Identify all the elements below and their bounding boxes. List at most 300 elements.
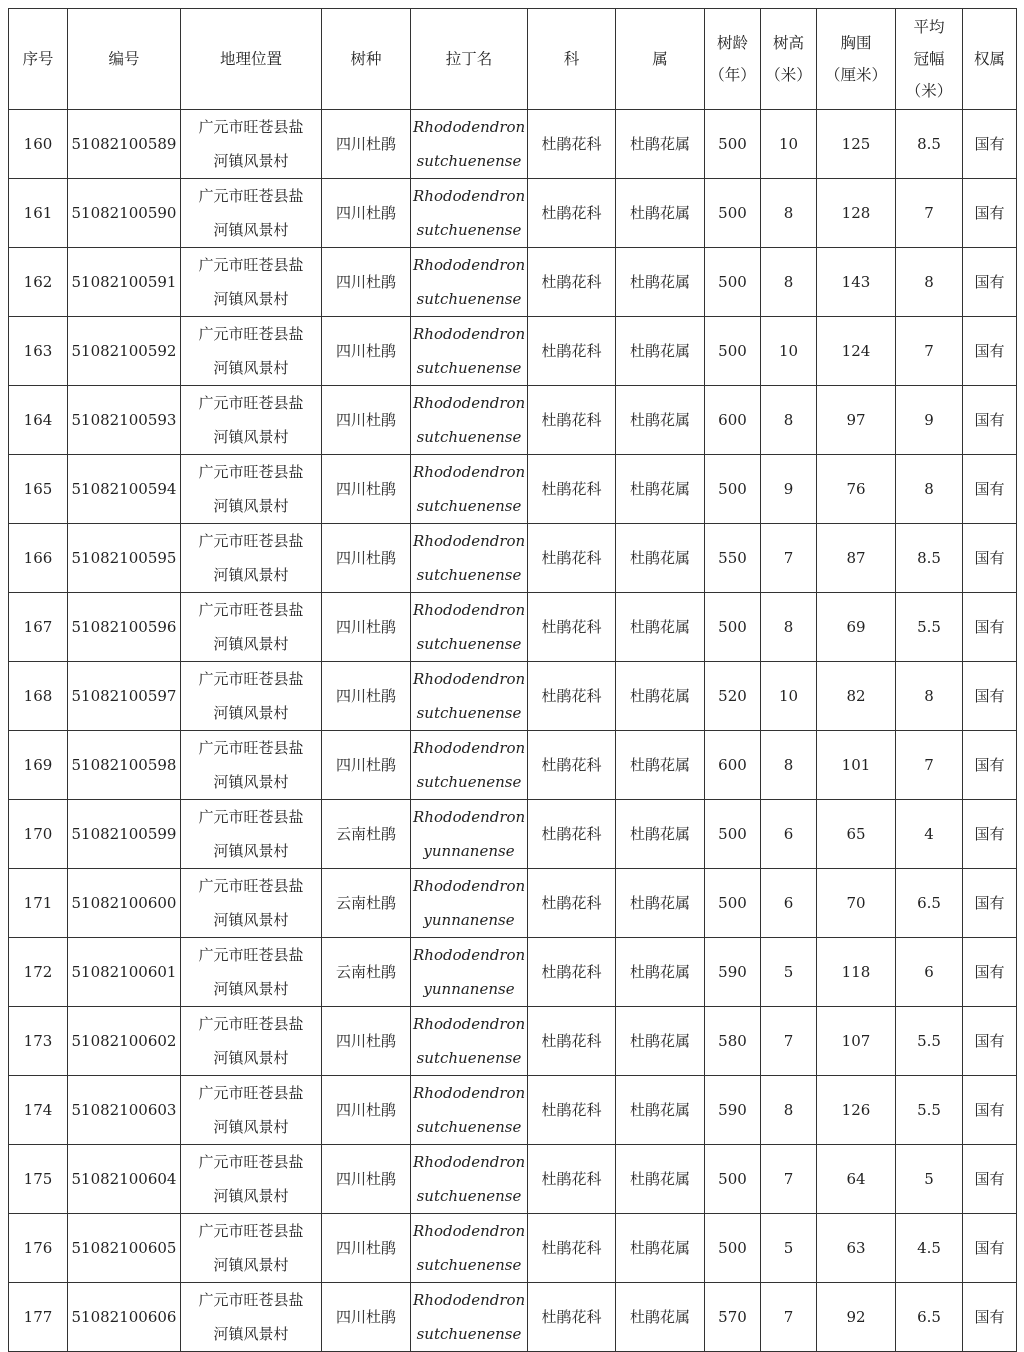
- column-header-text: （米）: [905, 82, 953, 100]
- ownership-cell: 国有: [963, 593, 1017, 662]
- ownership-cell: 国有: [963, 248, 1017, 317]
- column-header: [528, 9, 616, 110]
- family-cell: 杜鹃花科: [528, 524, 616, 593]
- genus-cell: 杜鹃花属: [616, 386, 705, 455]
- location-cell-line: 广元市旺苍县盐: [198, 739, 304, 757]
- genus-cell: 杜鹃花属: [616, 731, 705, 800]
- ownership-cell: 国有: [963, 662, 1017, 731]
- latin-name-cell-line: yunnanense: [423, 911, 515, 929]
- location-cell-line: 河镇风景村: [213, 1118, 289, 1136]
- location-cell-line: 河镇风景村: [213, 1049, 289, 1067]
- height-cell: 8: [761, 593, 817, 662]
- species-cell: 四川杜鹃: [322, 386, 411, 455]
- ownership-cell: 国有: [963, 524, 1017, 593]
- ownership-cell: 国有: [963, 110, 1017, 179]
- table-row: [9, 248, 1017, 317]
- species-cell: 四川杜鹃: [322, 1214, 411, 1283]
- table-row: [9, 1145, 1017, 1214]
- girth-cell: 101: [817, 731, 896, 800]
- crown-width-cell: 6.5: [896, 869, 963, 938]
- girth-cell: 82: [817, 662, 896, 731]
- crown-width-cell: 5.5: [896, 593, 963, 662]
- location-cell-line: 河镇风景村: [213, 1187, 289, 1205]
- family-cell: 杜鹃花科: [528, 455, 616, 524]
- species-cell: 四川杜鹃: [322, 179, 411, 248]
- tree-code-cell: 51082100600: [68, 869, 181, 938]
- location-cell: [181, 1007, 322, 1076]
- location-cell: [181, 938, 322, 1007]
- age-cell: 500: [705, 800, 761, 869]
- location-cell-line: 河镇风景村: [213, 1256, 289, 1274]
- table-row: [9, 1214, 1017, 1283]
- age-cell: 500: [705, 593, 761, 662]
- family-cell: 杜鹃花科: [528, 662, 616, 731]
- latin-name-cell-line: Rhododendron: [413, 877, 526, 895]
- column-header: [9, 9, 68, 110]
- family-cell: 杜鹃花科: [528, 731, 616, 800]
- tree-code-cell: 51082100591: [68, 248, 181, 317]
- species-cell: 四川杜鹃: [322, 248, 411, 317]
- serial-number-cell: 176: [9, 1214, 68, 1283]
- latin-name-cell: [411, 1007, 528, 1076]
- location-cell: [181, 662, 322, 731]
- age-cell: 500: [705, 110, 761, 179]
- family-cell: 杜鹃花科: [528, 248, 616, 317]
- location-cell: [181, 800, 322, 869]
- height-cell: 7: [761, 524, 817, 593]
- location-cell: [181, 317, 322, 386]
- genus-cell: 杜鹃花属: [616, 455, 705, 524]
- family-cell: 杜鹃花科: [528, 1283, 616, 1352]
- table-row: [9, 110, 1017, 179]
- latin-name-cell-line: Rhododendron: [413, 601, 526, 619]
- ownership-cell: 国有: [963, 455, 1017, 524]
- height-cell: 6: [761, 800, 817, 869]
- location-cell-line: 河镇风景村: [213, 842, 289, 860]
- location-cell-line: 广元市旺苍县盐: [198, 946, 304, 964]
- height-cell: 8: [761, 386, 817, 455]
- tree-code-cell: 51082100593: [68, 386, 181, 455]
- location-cell-line: 河镇风景村: [213, 290, 289, 308]
- location-cell: [181, 593, 322, 662]
- height-cell: 10: [761, 110, 817, 179]
- table-row: [9, 386, 1017, 455]
- serial-number-cell: 161: [9, 179, 68, 248]
- location-cell: [181, 1076, 322, 1145]
- latin-name-cell: [411, 731, 528, 800]
- location-cell-line: 广元市旺苍县盐: [198, 256, 304, 274]
- tree-code-cell: 51082100590: [68, 179, 181, 248]
- serial-number-cell: 175: [9, 1145, 68, 1214]
- serial-number-cell: 173: [9, 1007, 68, 1076]
- serial-number-cell: 164: [9, 386, 68, 455]
- age-cell: 580: [705, 1007, 761, 1076]
- height-cell: 8: [761, 179, 817, 248]
- latin-name-cell-line: Rhododendron: [413, 118, 526, 136]
- location-cell: [181, 110, 322, 179]
- latin-name-cell: [411, 1145, 528, 1214]
- genus-cell: 杜鹃花属: [616, 1283, 705, 1352]
- species-cell: 四川杜鹃: [322, 1145, 411, 1214]
- location-cell-line: 河镇风景村: [213, 1325, 289, 1343]
- latin-name-cell: [411, 248, 528, 317]
- table-row: [9, 317, 1017, 386]
- latin-name-cell-line: sutchuenense: [416, 704, 522, 722]
- girth-cell: 128: [817, 179, 896, 248]
- age-cell: 500: [705, 248, 761, 317]
- crown-width-cell: 8.5: [896, 524, 963, 593]
- girth-cell: 70: [817, 869, 896, 938]
- latin-name-cell-line: yunnanense: [423, 842, 515, 860]
- family-cell: 杜鹃花科: [528, 179, 616, 248]
- latin-name-cell: [411, 869, 528, 938]
- location-cell: [181, 731, 322, 800]
- crown-width-cell: 6.5: [896, 1283, 963, 1352]
- ownership-cell: 国有: [963, 317, 1017, 386]
- genus-cell: 杜鹃花属: [616, 593, 705, 662]
- genus-cell: 杜鹃花属: [616, 800, 705, 869]
- column-header: [896, 9, 963, 110]
- height-cell: 5: [761, 938, 817, 1007]
- latin-name-cell-line: sutchuenense: [416, 152, 522, 170]
- latin-name-cell-line: sutchuenense: [416, 221, 522, 239]
- latin-name-cell-line: sutchuenense: [416, 359, 522, 377]
- girth-cell: 107: [817, 1007, 896, 1076]
- ownership-cell: 国有: [963, 938, 1017, 1007]
- latin-name-cell-line: Rhododendron: [413, 808, 526, 826]
- latin-name-cell-line: sutchuenense: [416, 290, 522, 308]
- location-cell-line: 广元市旺苍县盐: [198, 1291, 304, 1309]
- age-cell: 500: [705, 455, 761, 524]
- location-cell: [181, 248, 322, 317]
- serial-number-cell: 160: [9, 110, 68, 179]
- tree-code-cell: 51082100596: [68, 593, 181, 662]
- column-header: [705, 9, 761, 110]
- girth-cell: 87: [817, 524, 896, 593]
- ownership-cell: 国有: [963, 386, 1017, 455]
- location-cell-line: 广元市旺苍县盐: [198, 1015, 304, 1033]
- girth-cell: 92: [817, 1283, 896, 1352]
- latin-name-cell: [411, 179, 528, 248]
- location-cell-line: 广元市旺苍县盐: [198, 601, 304, 619]
- location-cell-line: 河镇风景村: [213, 704, 289, 722]
- species-cell: 云南杜鹃: [322, 869, 411, 938]
- latin-name-cell-line: Rhododendron: [413, 187, 526, 205]
- latin-name-cell-line: Rhododendron: [413, 1291, 526, 1309]
- height-cell: 10: [761, 317, 817, 386]
- location-cell-line: 河镇风景村: [213, 635, 289, 653]
- crown-width-cell: 5.5: [896, 1076, 963, 1145]
- latin-name-cell-line: Rhododendron: [413, 1153, 526, 1171]
- age-cell: 590: [705, 938, 761, 1007]
- height-cell: 8: [761, 1076, 817, 1145]
- age-cell: 520: [705, 662, 761, 731]
- column-header-text: 编号: [108, 50, 140, 68]
- girth-cell: 69: [817, 593, 896, 662]
- latin-name-cell: [411, 662, 528, 731]
- genus-cell: 杜鹃花属: [616, 248, 705, 317]
- latin-name-cell-line: sutchuenense: [416, 1118, 522, 1136]
- serial-number-cell: 169: [9, 731, 68, 800]
- family-cell: 杜鹃花科: [528, 1214, 616, 1283]
- location-cell: [181, 1283, 322, 1352]
- tree-code-cell: 51082100589: [68, 110, 181, 179]
- column-header-text: 地理位置: [219, 50, 282, 68]
- location-cell-line: 河镇风景村: [213, 773, 289, 791]
- genus-cell: 杜鹃花属: [616, 524, 705, 593]
- crown-width-cell: 5: [896, 1145, 963, 1214]
- table-row: [9, 938, 1017, 1007]
- latin-name-cell-line: sutchuenense: [416, 635, 522, 653]
- ownership-cell: 国有: [963, 731, 1017, 800]
- serial-number-cell: 167: [9, 593, 68, 662]
- latin-name-cell-line: sutchuenense: [416, 1049, 522, 1067]
- location-cell-line: 广元市旺苍县盐: [198, 1222, 304, 1240]
- crown-width-cell: 4: [896, 800, 963, 869]
- table-row: [9, 1007, 1017, 1076]
- latin-name-cell-line: Rhododendron: [413, 1222, 526, 1240]
- age-cell: 590: [705, 1076, 761, 1145]
- height-cell: 8: [761, 248, 817, 317]
- genus-cell: 杜鹃花属: [616, 179, 705, 248]
- species-cell: 四川杜鹃: [322, 1283, 411, 1352]
- serial-number-cell: 171: [9, 869, 68, 938]
- ownership-cell: 国有: [963, 1214, 1017, 1283]
- column-header-text: 胸围: [840, 34, 872, 52]
- table-row: [9, 800, 1017, 869]
- girth-cell: 76: [817, 455, 896, 524]
- latin-name-cell-line: Rhododendron: [413, 325, 526, 343]
- genus-cell: 杜鹃花属: [616, 1214, 705, 1283]
- tree-code-cell: 51082100597: [68, 662, 181, 731]
- family-cell: 杜鹃花科: [528, 1076, 616, 1145]
- location-cell-line: 广元市旺苍县盐: [198, 394, 304, 412]
- ancient-tree-registry-table: [8, 8, 1017, 1352]
- genus-cell: 杜鹃花属: [616, 1145, 705, 1214]
- table-row: [9, 662, 1017, 731]
- column-header-text: （米）: [765, 66, 812, 84]
- location-cell: [181, 869, 322, 938]
- latin-name-cell-line: sutchuenense: [416, 1256, 522, 1274]
- species-cell: 云南杜鹃: [322, 800, 411, 869]
- girth-cell: 65: [817, 800, 896, 869]
- location-cell: [181, 386, 322, 455]
- latin-name-cell-line: Rhododendron: [413, 532, 526, 550]
- crown-width-cell: 8: [896, 662, 963, 731]
- ownership-cell: 国有: [963, 869, 1017, 938]
- location-cell-line: 广元市旺苍县盐: [198, 118, 304, 136]
- tree-code-cell: 51082100592: [68, 317, 181, 386]
- table-row: [9, 731, 1017, 800]
- tree-code-cell: 51082100604: [68, 1145, 181, 1214]
- serial-number-cell: 165: [9, 455, 68, 524]
- latin-name-cell: [411, 110, 528, 179]
- ownership-cell: 国有: [963, 179, 1017, 248]
- latin-name-cell: [411, 1076, 528, 1145]
- location-cell-line: 广元市旺苍县盐: [198, 532, 304, 550]
- latin-name-cell-line: Rhododendron: [413, 1015, 526, 1033]
- column-header: [322, 9, 411, 110]
- serial-number-cell: 170: [9, 800, 68, 869]
- column-header-text: 属: [652, 50, 668, 68]
- species-cell: 云南杜鹃: [322, 938, 411, 1007]
- location-cell: [181, 524, 322, 593]
- table-row: [9, 1283, 1017, 1352]
- crown-width-cell: 7: [896, 179, 963, 248]
- family-cell: 杜鹃花科: [528, 938, 616, 1007]
- column-header: [68, 9, 181, 110]
- location-cell: [181, 455, 322, 524]
- height-cell: 5: [761, 1214, 817, 1283]
- crown-width-cell: 9: [896, 386, 963, 455]
- serial-number-cell: 174: [9, 1076, 68, 1145]
- latin-name-cell-line: sutchuenense: [416, 497, 522, 515]
- column-header-text: 序号: [22, 50, 54, 68]
- tree-code-cell: 51082100606: [68, 1283, 181, 1352]
- family-cell: 杜鹃花科: [528, 593, 616, 662]
- latin-name-cell-line: sutchuenense: [416, 1187, 522, 1205]
- column-header-text: 拉丁名: [445, 50, 493, 68]
- species-cell: 四川杜鹃: [322, 731, 411, 800]
- species-cell: 四川杜鹃: [322, 1007, 411, 1076]
- latin-name-cell-line: Rhododendron: [413, 946, 526, 964]
- latin-name-cell: [411, 938, 528, 1007]
- location-cell-line: 广元市旺苍县盐: [198, 670, 304, 688]
- column-header-text: （年）: [709, 66, 756, 84]
- age-cell: 500: [705, 317, 761, 386]
- column-header: [616, 9, 705, 110]
- location-cell: [181, 179, 322, 248]
- crown-width-cell: 6: [896, 938, 963, 1007]
- species-cell: 四川杜鹃: [322, 593, 411, 662]
- column-header: [817, 9, 896, 110]
- girth-cell: 124: [817, 317, 896, 386]
- species-cell: 四川杜鹃: [322, 662, 411, 731]
- serial-number-cell: 177: [9, 1283, 68, 1352]
- latin-name-cell: [411, 1214, 528, 1283]
- table-body: [9, 110, 1017, 1352]
- serial-number-cell: 163: [9, 317, 68, 386]
- age-cell: 500: [705, 179, 761, 248]
- table-row: [9, 179, 1017, 248]
- table-row: [9, 455, 1017, 524]
- latin-name-cell: [411, 593, 528, 662]
- girth-cell: 97: [817, 386, 896, 455]
- height-cell: 10: [761, 662, 817, 731]
- ownership-cell: 国有: [963, 1007, 1017, 1076]
- species-cell: 四川杜鹃: [322, 110, 411, 179]
- latin-name-cell: [411, 800, 528, 869]
- height-cell: 8: [761, 731, 817, 800]
- ownership-cell: 国有: [963, 800, 1017, 869]
- crown-width-cell: 5.5: [896, 1007, 963, 1076]
- height-cell: 7: [761, 1007, 817, 1076]
- column-header-text: 科: [563, 50, 580, 68]
- column-header-text: 树高: [772, 34, 804, 52]
- location-cell-line: 广元市旺苍县盐: [198, 808, 304, 826]
- latin-name-cell-line: Rhododendron: [413, 256, 526, 274]
- latin-name-cell-line: Rhododendron: [413, 1084, 526, 1102]
- ownership-cell: 国有: [963, 1076, 1017, 1145]
- table-row: [9, 869, 1017, 938]
- serial-number-cell: 166: [9, 524, 68, 593]
- age-cell: 600: [705, 731, 761, 800]
- species-cell: 四川杜鹃: [322, 455, 411, 524]
- latin-name-cell-line: Rhododendron: [413, 394, 526, 412]
- genus-cell: 杜鹃花属: [616, 938, 705, 1007]
- latin-name-cell-line: sutchuenense: [416, 1325, 522, 1343]
- ownership-cell: 国有: [963, 1283, 1017, 1352]
- crown-width-cell: 8: [896, 248, 963, 317]
- tree-code-cell: 51082100594: [68, 455, 181, 524]
- table-row: [9, 1076, 1017, 1145]
- girth-cell: 143: [817, 248, 896, 317]
- latin-name-cell-line: Rhododendron: [413, 670, 526, 688]
- tree-code-cell: 51082100601: [68, 938, 181, 1007]
- location-cell-line: 广元市旺苍县盐: [198, 1153, 304, 1171]
- height-cell: 6: [761, 869, 817, 938]
- latin-name-cell-line: Rhododendron: [413, 463, 526, 481]
- age-cell: 570: [705, 1283, 761, 1352]
- location-cell-line: 河镇风景村: [213, 566, 289, 584]
- family-cell: 杜鹃花科: [528, 1007, 616, 1076]
- age-cell: 500: [705, 1214, 761, 1283]
- latin-name-cell-line: sutchuenense: [416, 566, 522, 584]
- location-cell-line: 广元市旺苍县盐: [198, 1084, 304, 1102]
- family-cell: 杜鹃花科: [528, 110, 616, 179]
- crown-width-cell: 7: [896, 731, 963, 800]
- column-header-text: （厘米）: [824, 66, 887, 84]
- latin-name-cell: [411, 1283, 528, 1352]
- family-cell: 杜鹃花科: [528, 386, 616, 455]
- tree-code-cell: 51082100605: [68, 1214, 181, 1283]
- column-header: [181, 9, 322, 110]
- location-cell-line: 河镇风景村: [213, 221, 289, 239]
- location-cell: [181, 1145, 322, 1214]
- genus-cell: 杜鹃花属: [616, 110, 705, 179]
- height-cell: 7: [761, 1145, 817, 1214]
- height-cell: 7: [761, 1283, 817, 1352]
- latin-name-cell-line: Rhododendron: [413, 739, 526, 757]
- table-row: [9, 524, 1017, 593]
- location-cell-line: 广元市旺苍县盐: [198, 325, 304, 343]
- location-cell: [181, 1214, 322, 1283]
- latin-name-cell-line: sutchuenense: [416, 773, 522, 791]
- ownership-cell: 国有: [963, 1145, 1017, 1214]
- latin-name-cell: [411, 317, 528, 386]
- latin-name-cell: [411, 455, 528, 524]
- girth-cell: 64: [817, 1145, 896, 1214]
- location-cell-line: 河镇风景村: [213, 359, 289, 377]
- table-row: [9, 593, 1017, 662]
- latin-name-cell: [411, 524, 528, 593]
- column-header-text: 树龄: [716, 34, 748, 52]
- crown-width-cell: 4.5: [896, 1214, 963, 1283]
- column-header: [761, 9, 817, 110]
- crown-width-cell: 8: [896, 455, 963, 524]
- location-cell-line: 广元市旺苍县盐: [198, 463, 304, 481]
- tree-code-cell: 51082100595: [68, 524, 181, 593]
- species-cell: 四川杜鹃: [322, 317, 411, 386]
- girth-cell: 126: [817, 1076, 896, 1145]
- tree-code-cell: 51082100599: [68, 800, 181, 869]
- location-cell-line: 河镇风景村: [213, 497, 289, 515]
- crown-width-cell: 7: [896, 317, 963, 386]
- family-cell: 杜鹃花科: [528, 317, 616, 386]
- age-cell: 600: [705, 386, 761, 455]
- girth-cell: 63: [817, 1214, 896, 1283]
- age-cell: 550: [705, 524, 761, 593]
